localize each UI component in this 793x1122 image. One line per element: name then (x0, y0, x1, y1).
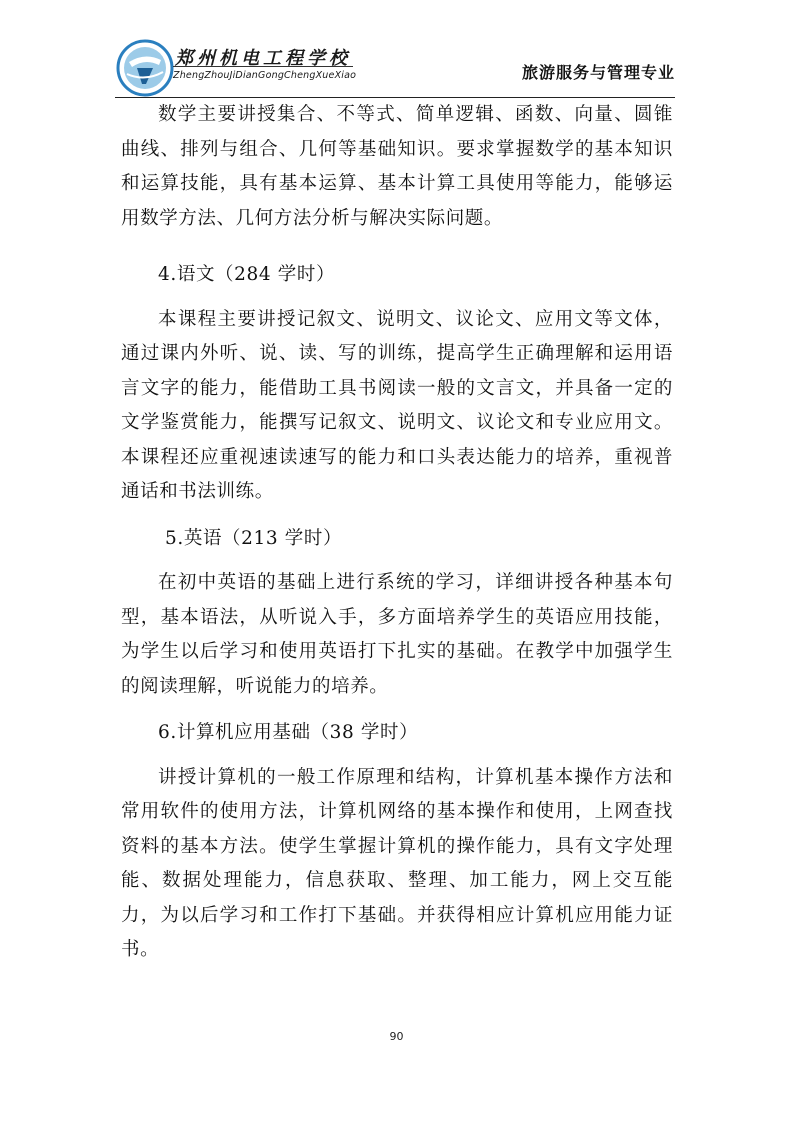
page-number: 90 (389, 1030, 404, 1043)
section-heading-computer: 6.计算机应用基础（38 学时） (158, 722, 419, 743)
school-name: 郑州机电工程学校 (175, 48, 351, 69)
school-logo-icon (115, 38, 175, 98)
english-paragraph: 在初中英语的基础上进行系统的学习，详细讲授各种基本句型，基本语法，从听说入手，多方面培养学生的英语应用技能，为学生以后学习和使用英语打下扎实的基础。在教学中加强学生的阅读理解，听说能力的培养。 (121, 572, 673, 697)
major-title: 旅游服务与管理专业 (521, 63, 675, 82)
chinese-paragraph: 本课程主要讲授记叙文、说明文、议论文、应用文等文体，通过课内外听、说、读、写的训练，提高学生正确理解和运用语言文字的能力，能借助工具书阅读一般的文言文，并具备一定的文学鉴赏能力，能撰写记叙文、说明文、议论文和专业应用文。本课程还应重视速读速写的能力和口头表达能力的培养，重视普通话和书法训练。 (121, 308, 673, 502)
section-heading-chinese: 4.语文（284 学时） (158, 264, 336, 285)
document-body (121, 98, 673, 968)
school-pinyin: ZhengZhouJiDianGongChengXueXiao (173, 70, 357, 81)
math-paragraph: 数学主要讲授集合、不等式、简单逻辑、函数、向量、圆锥曲线、排列与组合、几何等基础知识。要求掌握数学的基本知识和运算技能，具有基本运算、基本计算工具使用等能力，能够运用数学方法、几何方法分析与解决实际问题。 (121, 104, 673, 229)
school-name-underline (173, 66, 353, 67)
section-heading-english: 5.英语（213 学时） (165, 527, 343, 549)
page-header (115, 38, 675, 98)
computer-paragraph: 讲授计算机的一般工作原理和结构，计算机基本操作方法和常用软件的使用方法，计算机网络的基本操作和使用，上网查找资料的基本方法。使学生掌握计算机的操作能力，具有文字处理能、数据处理能力，信息获取、整理、加工能力，网上交互能力，为以后学习和工作打下基础。并获得相应计算机应用能力证书。 (121, 766, 673, 960)
